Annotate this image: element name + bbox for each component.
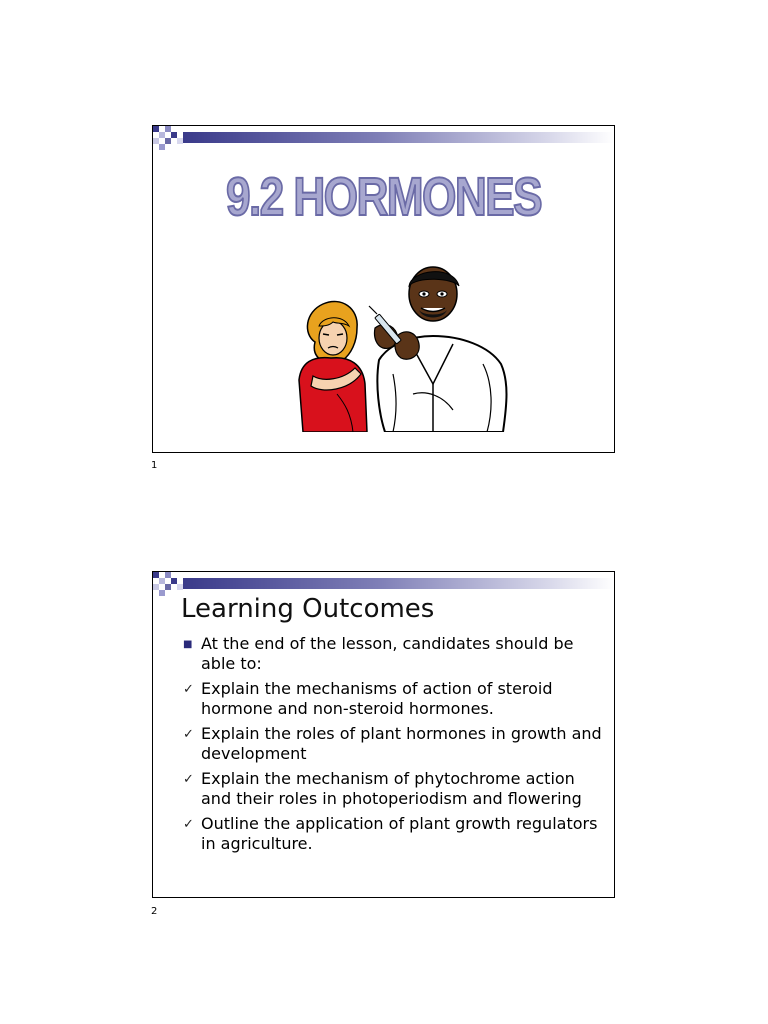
header-square: [165, 584, 171, 590]
outcome-text: Explain the mechanism of phytochrome action and their roles in photoperiodism and flowering: [201, 769, 582, 808]
slide-2: [152, 571, 615, 898]
outcome-list-item: [183, 769, 603, 809]
checkmark-icon: ✓: [183, 682, 194, 697]
checkmark-icon: ✓: [183, 727, 194, 742]
slide-number: 2: [151, 906, 158, 917]
header-square: [159, 590, 165, 596]
slide-number: 1: [151, 460, 158, 471]
slide-header-bar: [153, 572, 614, 594]
learning-outcomes-list: [183, 634, 603, 859]
outcome-text: Explain the mechanisms of action of steroid hormone and non-steroid hormones.: [201, 679, 553, 718]
outcome-text: Outline the application of plant growth regulators in agriculture.: [201, 814, 598, 853]
doctor-vaccinating-girl-illustration: [293, 264, 518, 432]
header-square: [165, 138, 171, 144]
outcome-list-item: [183, 724, 603, 764]
checkmark-icon: ✓: [183, 817, 194, 832]
slide-header-bar: [153, 126, 614, 148]
outcome-list-item: [183, 814, 603, 854]
intro-list-item: [183, 634, 603, 674]
header-gradient-bar: [183, 578, 614, 589]
intro-text: At the end of the lesson, candidates should be able to:: [201, 634, 574, 673]
outcome-list-item: [183, 679, 603, 719]
header-gradient-bar: [183, 132, 614, 143]
slide-1: [152, 125, 615, 453]
header-square: [159, 144, 165, 150]
slide-heading: Learning Outcomes: [181, 594, 435, 624]
square-bullet-icon: ■: [183, 639, 193, 650]
outcome-text: Explain the roles of plant hormones in growth and development: [201, 724, 602, 763]
checkmark-icon: ✓: [183, 772, 194, 787]
slide-title: 9.2 HORMONES: [226, 167, 541, 227]
